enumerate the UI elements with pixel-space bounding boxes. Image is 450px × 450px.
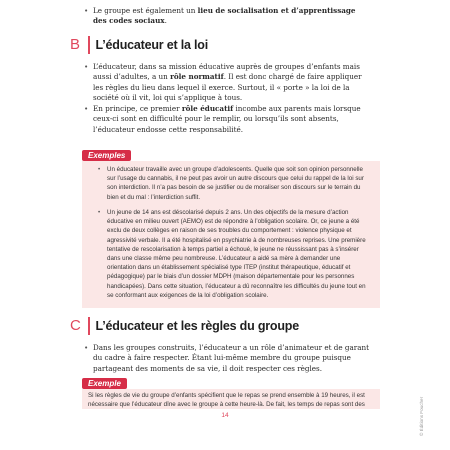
page-number: 14: [221, 412, 229, 419]
paragraph-bold-text: rôle normatif: [170, 72, 224, 82]
section-divider-bar: [88, 317, 90, 335]
section-c-paragraph-1: [84, 343, 372, 374]
section-b-letter: B: [70, 36, 81, 53]
example-text: Si les règles de vie du groupe d’enfants spécifient que le repas se prend ensemble à 19 heures, il est nécessaire que l’éducateur dîne avec le groupe à cette heure-là. De fait, les temps de repas sont des: [88, 392, 365, 409]
section-b-heading: [70, 36, 208, 54]
example-label: Exemple: [82, 378, 127, 389]
paragraph-text: L’éducateur, dans sa mission éducative auprès de groupes d’enfants mais aussi d’adultes, a un: [93, 62, 360, 82]
paragraph-text: Dans les groupes construits, l’éducateur a un rôle d’animateur et de garant du cadre à faire respecter. Étant lui-même membre du groupe puisque partageant des moments de sa vie, il doit respecter ces règles.: [93, 343, 370, 373]
socialisation-bullet: [84, 6, 366, 27]
section-b-paragraph-1: [84, 62, 366, 103]
examples-label: Exemples: [82, 150, 131, 161]
section-b-title: L’éducateur et la loi: [95, 38, 208, 52]
section-c-letter: C: [70, 317, 81, 334]
copyright-text: © Éditions Foucher: [419, 396, 424, 436]
section-c-heading: [70, 317, 299, 335]
section-divider-bar: [88, 36, 90, 54]
copyright-notice: [412, 318, 424, 438]
section-b-paragraph-2: [84, 104, 366, 135]
paragraph-text: En principe, ce premier: [93, 104, 182, 113]
paragraph-text-end: incombe aux parents mais lorsque ceux-ci sont en difficulté pour le remplir, ou lorsqu’ils sont absents, l’éducateur endosse cette responsabilité.: [93, 104, 361, 134]
paragraph-bold-text: rôle éducatif: [181, 104, 234, 113]
paragraph-text-end: . Il est donc chargé de faire appliquer les règles du lieu dans lequel il exerce. Surtout, il « porte » la loi de la société où il vit, loi qui s’applique à tous.: [93, 72, 362, 102]
example-item: • Un éducateur travaille avec un groupe d’adolescents. Quelle que soit son opinion personnelle sur l’usage du cannabis, il ne peut pas avoir un autre discours que celui du rappel de la loi sur son interdiction. Il n’a pas besoin de se justifier ou de moraliser son discours sur le terrain du bien et du mal : l’interdiction suffit.: [98, 165, 370, 202]
bullet-text: Le groupe est également un: [93, 6, 198, 15]
example-item: • Un jeune de 14 ans est déscolarisé depuis 2 ans. Un des objectifs de la mesure d’action éducative en milieu ouvert (AEMO) est de répondre à l’obligation scolaire. Or, ce jeune a été exclu de deux collèges en raison de ses troubles du comportement : violence physique et agressivité verbale. Il a été hospitalisé en psychiatrie à de nombreuses reprises. Une première tentative de rescolarisation à temps partiel a échoué, le jeune ne réussissant pas à s’insérer dans une classe même peu nombreuse. L’éducateur a aidé sa mère à demander une orientation dans un établissement spécialisé type ITEP (institut thérapeutique, éducatif et pédagogique) par le biais d’un dossier MDPH (maison départementale pour les personnes handicapées). Dans cette situation, l’éducateur a dû reconnaître les difficultés du jeune tout en se conformant aux exigences de la loi d’obligation scolaire.: [98, 208, 370, 300]
bullet-bold-text: lieu de socialisation et d’apprentissage des codes sociaux: [93, 6, 356, 26]
section-c-title: L’éducateur et les règles du groupe: [95, 319, 299, 333]
bullet-text-end: .: [164, 16, 167, 26]
